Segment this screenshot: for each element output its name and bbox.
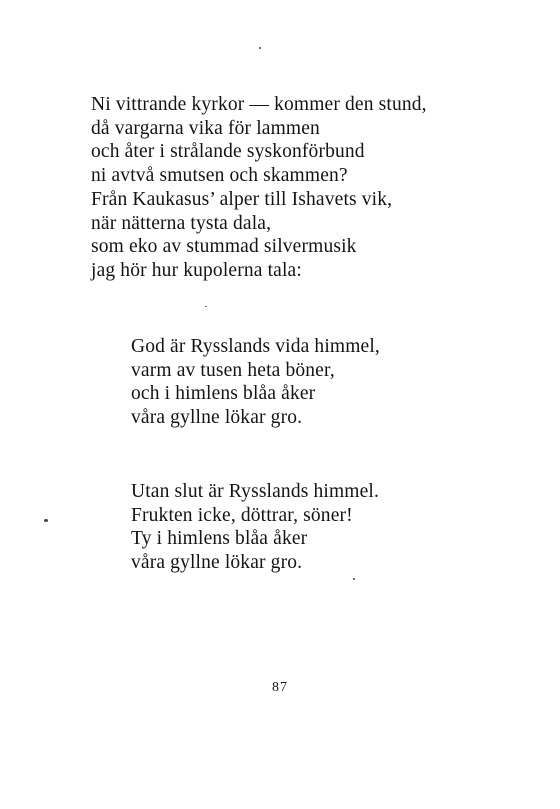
poem-line: Frukten icke, döttrar, söner! <box>131 504 353 526</box>
page-number: 87 <box>272 680 288 695</box>
poem-line: Ty i himlens blåa åker <box>131 528 308 550</box>
poem-line: som eko av stummad silvermusik <box>91 236 357 258</box>
poem-line: jag hör hur kupolerna tala: <box>91 259 302 281</box>
poem-stanza-2 <box>131 335 380 430</box>
poem-line: då vargarna vika för lammen <box>91 117 320 139</box>
poem-stanza-1 <box>91 93 427 283</box>
poem-line: Ni vittrande kyrkor — kommer den stund, <box>91 94 427 115</box>
scan-speck <box>259 47 261 49</box>
poem-line: Från Kaukasus’ alper till Ishavets vik, <box>91 188 393 210</box>
poem-line: God är Rysslands vida himmel, <box>131 336 380 357</box>
poem-line: Utan slut är Rysslands himmel. <box>131 481 379 502</box>
poem-line: varm av tusen heta böner, <box>131 359 335 381</box>
scan-speck <box>44 519 48 522</box>
poem-line: och åter i strålande syskonförbund <box>91 141 365 163</box>
scan-speck <box>353 578 355 580</box>
scan-speck <box>205 306 207 307</box>
poem-stanza-3 <box>131 480 379 575</box>
poem-line: ni avtvå smutsen och skammen? <box>91 165 348 187</box>
poem-line: våra gyllne lökar gro. <box>131 407 303 429</box>
poem-line: när nätterna tysta dala, <box>91 212 272 234</box>
poem-line: och i himlens blåa åker <box>131 383 316 405</box>
poem-line: våra gyllne lökar gro. <box>131 552 303 574</box>
